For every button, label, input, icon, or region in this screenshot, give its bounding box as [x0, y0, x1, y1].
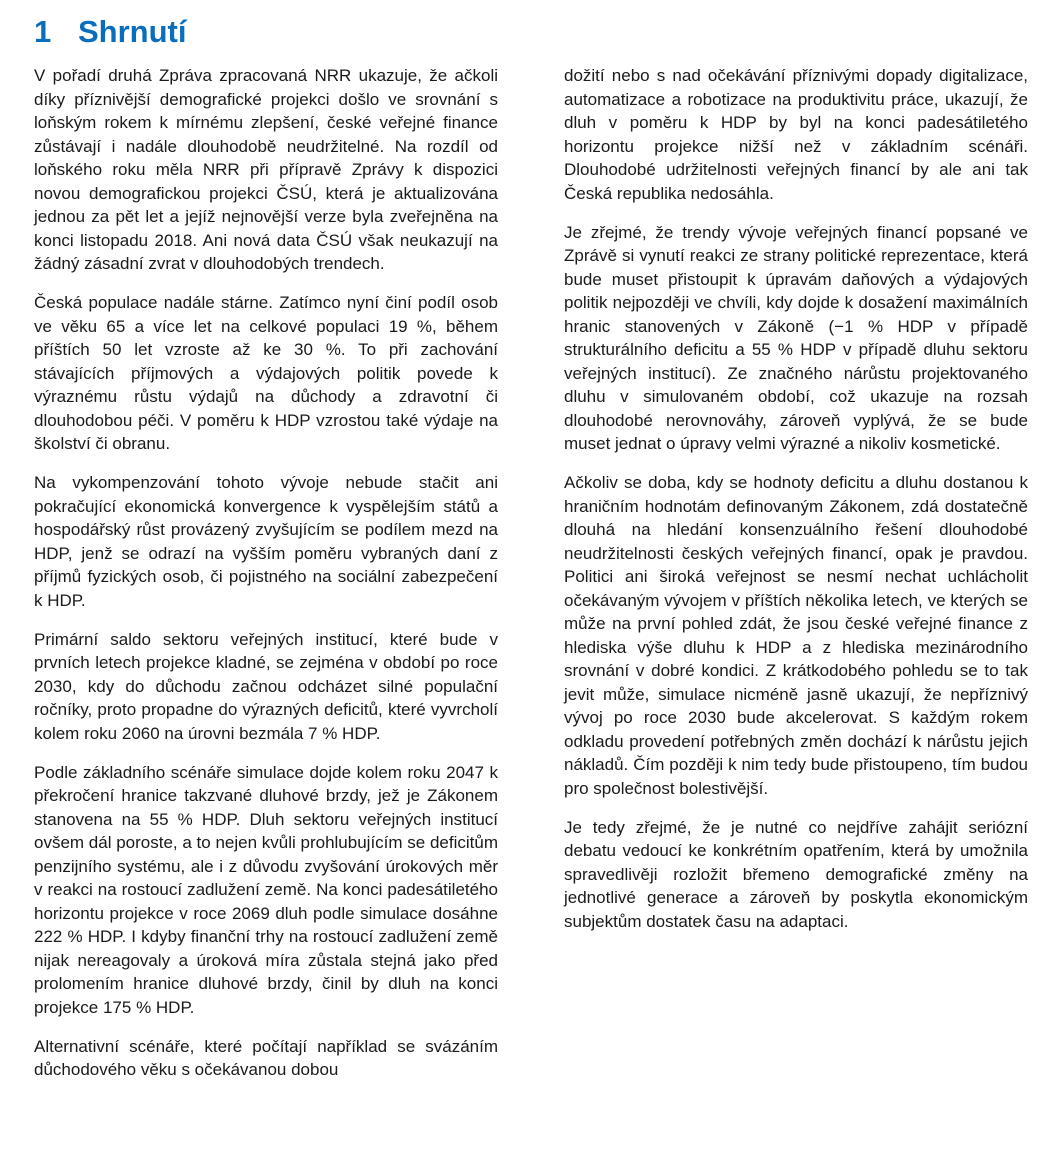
section-number: 1 [34, 14, 52, 49]
left-column [34, 64, 498, 1082]
paragraph: Česká populace nadále stárne. Zatímco nyní činí podíl osob ve věku 65 a více let na celkové populaci 19 %, během příštích 50 let vzroste až ke 30 %. To při zachování stávajících příjmových a výdajových politik povede k výraznému růstu výdajů na důchody a zdravotní či dlouhodobou péči. V poměru k HDP vzrostou také výdaje na školství či obranu. [34, 293, 498, 453]
paragraph: Podle základního scénáře simulace dojde kolem roku 2047 k překročení hranice takzvané dluhové brzdy, jež je Zákonem stanovena na 55 % HDP. Dluh sektoru veřejných institucí ovšem dál poroste, a to nejen kvůli prohlubujícím se deficitům penzijního systému, ale i z důvodu zvyšování úrokových měr v reakci na rostoucí zadlužení země. Na konci padesátiletého horizontu projekce v roce 2069 dluh podle simulace dosáhne 222 % HDP. I kdyby finanční trhy na rostoucí zadlužení země nijak nereagovaly a úroková míra zůstala stejná jako před prolomením hranice dluhové brzdy, činil by dluh na konci projekce 175 % HDP. [34, 762, 498, 1017]
paragraph: Alternativní scénáře, které počítají například se svázáním důchodového věku s očekávanou dobou [34, 1036, 498, 1079]
paragraph: Je zřejmé, že trendy vývoje veřejných financí popsané ve Zprávě si vynutí reakci ze strany politické reprezentace, která bude muset přistoupit k úpravám daňových a výdajových politik nejpozději ve chvíli, kdy dojde k dosažení maximálních hranic stanovených v Zákoně (−1 % HDP v případě strukturálního deficitu a 55 % HDP v případě dluhu sektoru veřejných institucí). Ze značného nárůstu projektovaného dluhu v simulovaném období, což ukazuje na rozsah dlouhodobé nerovnováhy, zároveň vyplývá, že se bude muset jednat o úpravy velmi výrazné a nikoliv kosmetické. [564, 222, 1028, 453]
paragraph: Je tedy zřejmé, že je nutné co nejdříve zahájit seriózní debatu vedoucí ke konkrétním opatřením, která by umožnila spravedlivěji rozložit břemeno demografické změny na jednotlivé generace a zároveň by poskytla ekonomickým subjektům dostatek času na adaptaci. [564, 817, 1028, 931]
paragraph: V pořadí druhá Zpráva zpracovaná NRR ukazuje, že ačkoli díky příznivější demografické projekci došlo ve srovnání s loňským rokem k mírnému zlepšení, české veřejné finance zůstávají i nadále dlouhodobě neudržitelné. Na rozdíl od loňského roku měla NRR při přípravě Zprávy k dispozici novou demografickou projekci ČSÚ, která je aktualizována jednou za pět let a jejíž nejnovější verze byla zveřejněna na konci listopadu 2018. Ani nová data ČSÚ však neukazují na žádný zásadní zvrat v dlouhodobých trendech. [34, 66, 498, 273]
section-heading [34, 12, 187, 52]
paragraph: Primární saldo sektoru veřejných institucí, které bude v prvních letech projekce kladné, se zejména v období po roce 2030, kdy do důchodu začnou odcházet silné populační ročníky, proto propadne do výrazných deficitů, které vyvrcholí kolem roku 2060 na úrovni bezmála 7 % HDP. [34, 629, 498, 743]
paragraph: dožití nebo s nad očekávání příznivými dopady digitalizace, automatizace a robotizace na produktivitu práce, ukazují, že dluh v poměru k HDP by byl na konci padesátiletého horizontu projekce nižší než v základním scénáři. Dlouhodobé udržitelnosti veřejných financí by ale ani tak Česká republika nedosáhla. [564, 66, 1028, 203]
paragraph: Ačkoliv se doba, kdy se hodnoty deficitu a dluhu dostanou k hraničním hodnotám definovaným Zákonem, zdá dostatečně dlouhá na hledání konsenzuálního řešení dlouhodobé neudržitelnosti českých veřejných financí, opak je pravdou. Politici ani široká veřejnost se nesmí nechat uchlácholit očekávaným vývojem v příštích několika letech, ve kterých se může na první pohled zdát, že jsou české veřejné finance z hlediska výše dluhu k HDP a z hlediska mezinárodního srovnání v dobré kondici. Z krátkodobého pohledu se to tak jevit může, simulace nicméně jasně ukazují, že nepříznivý vývoj po roce 2030 bude akcelerovat. S každým rokem odkladu provedení potřebných změn dochází k nárůstu jejich nákladů. Čím později k nim tedy bude přistoupeno, tím budou pro společnost bolestivější. [564, 473, 1028, 798]
right-column [564, 64, 1028, 933]
paragraph: Na vykompenzování tohoto vývoje nebude stačit ani pokračující ekonomická konvergence k vyspělejším států a hospodářský růst provázený zvyšujícím se podílem mezd na HDP, jenž se odrazí na vyšším poměru vybraných daní z příjmů fyzických osob, či pojistného na sociální zabezpečení k HDP. [34, 473, 498, 610]
section-title: Shrnutí [78, 14, 187, 49]
